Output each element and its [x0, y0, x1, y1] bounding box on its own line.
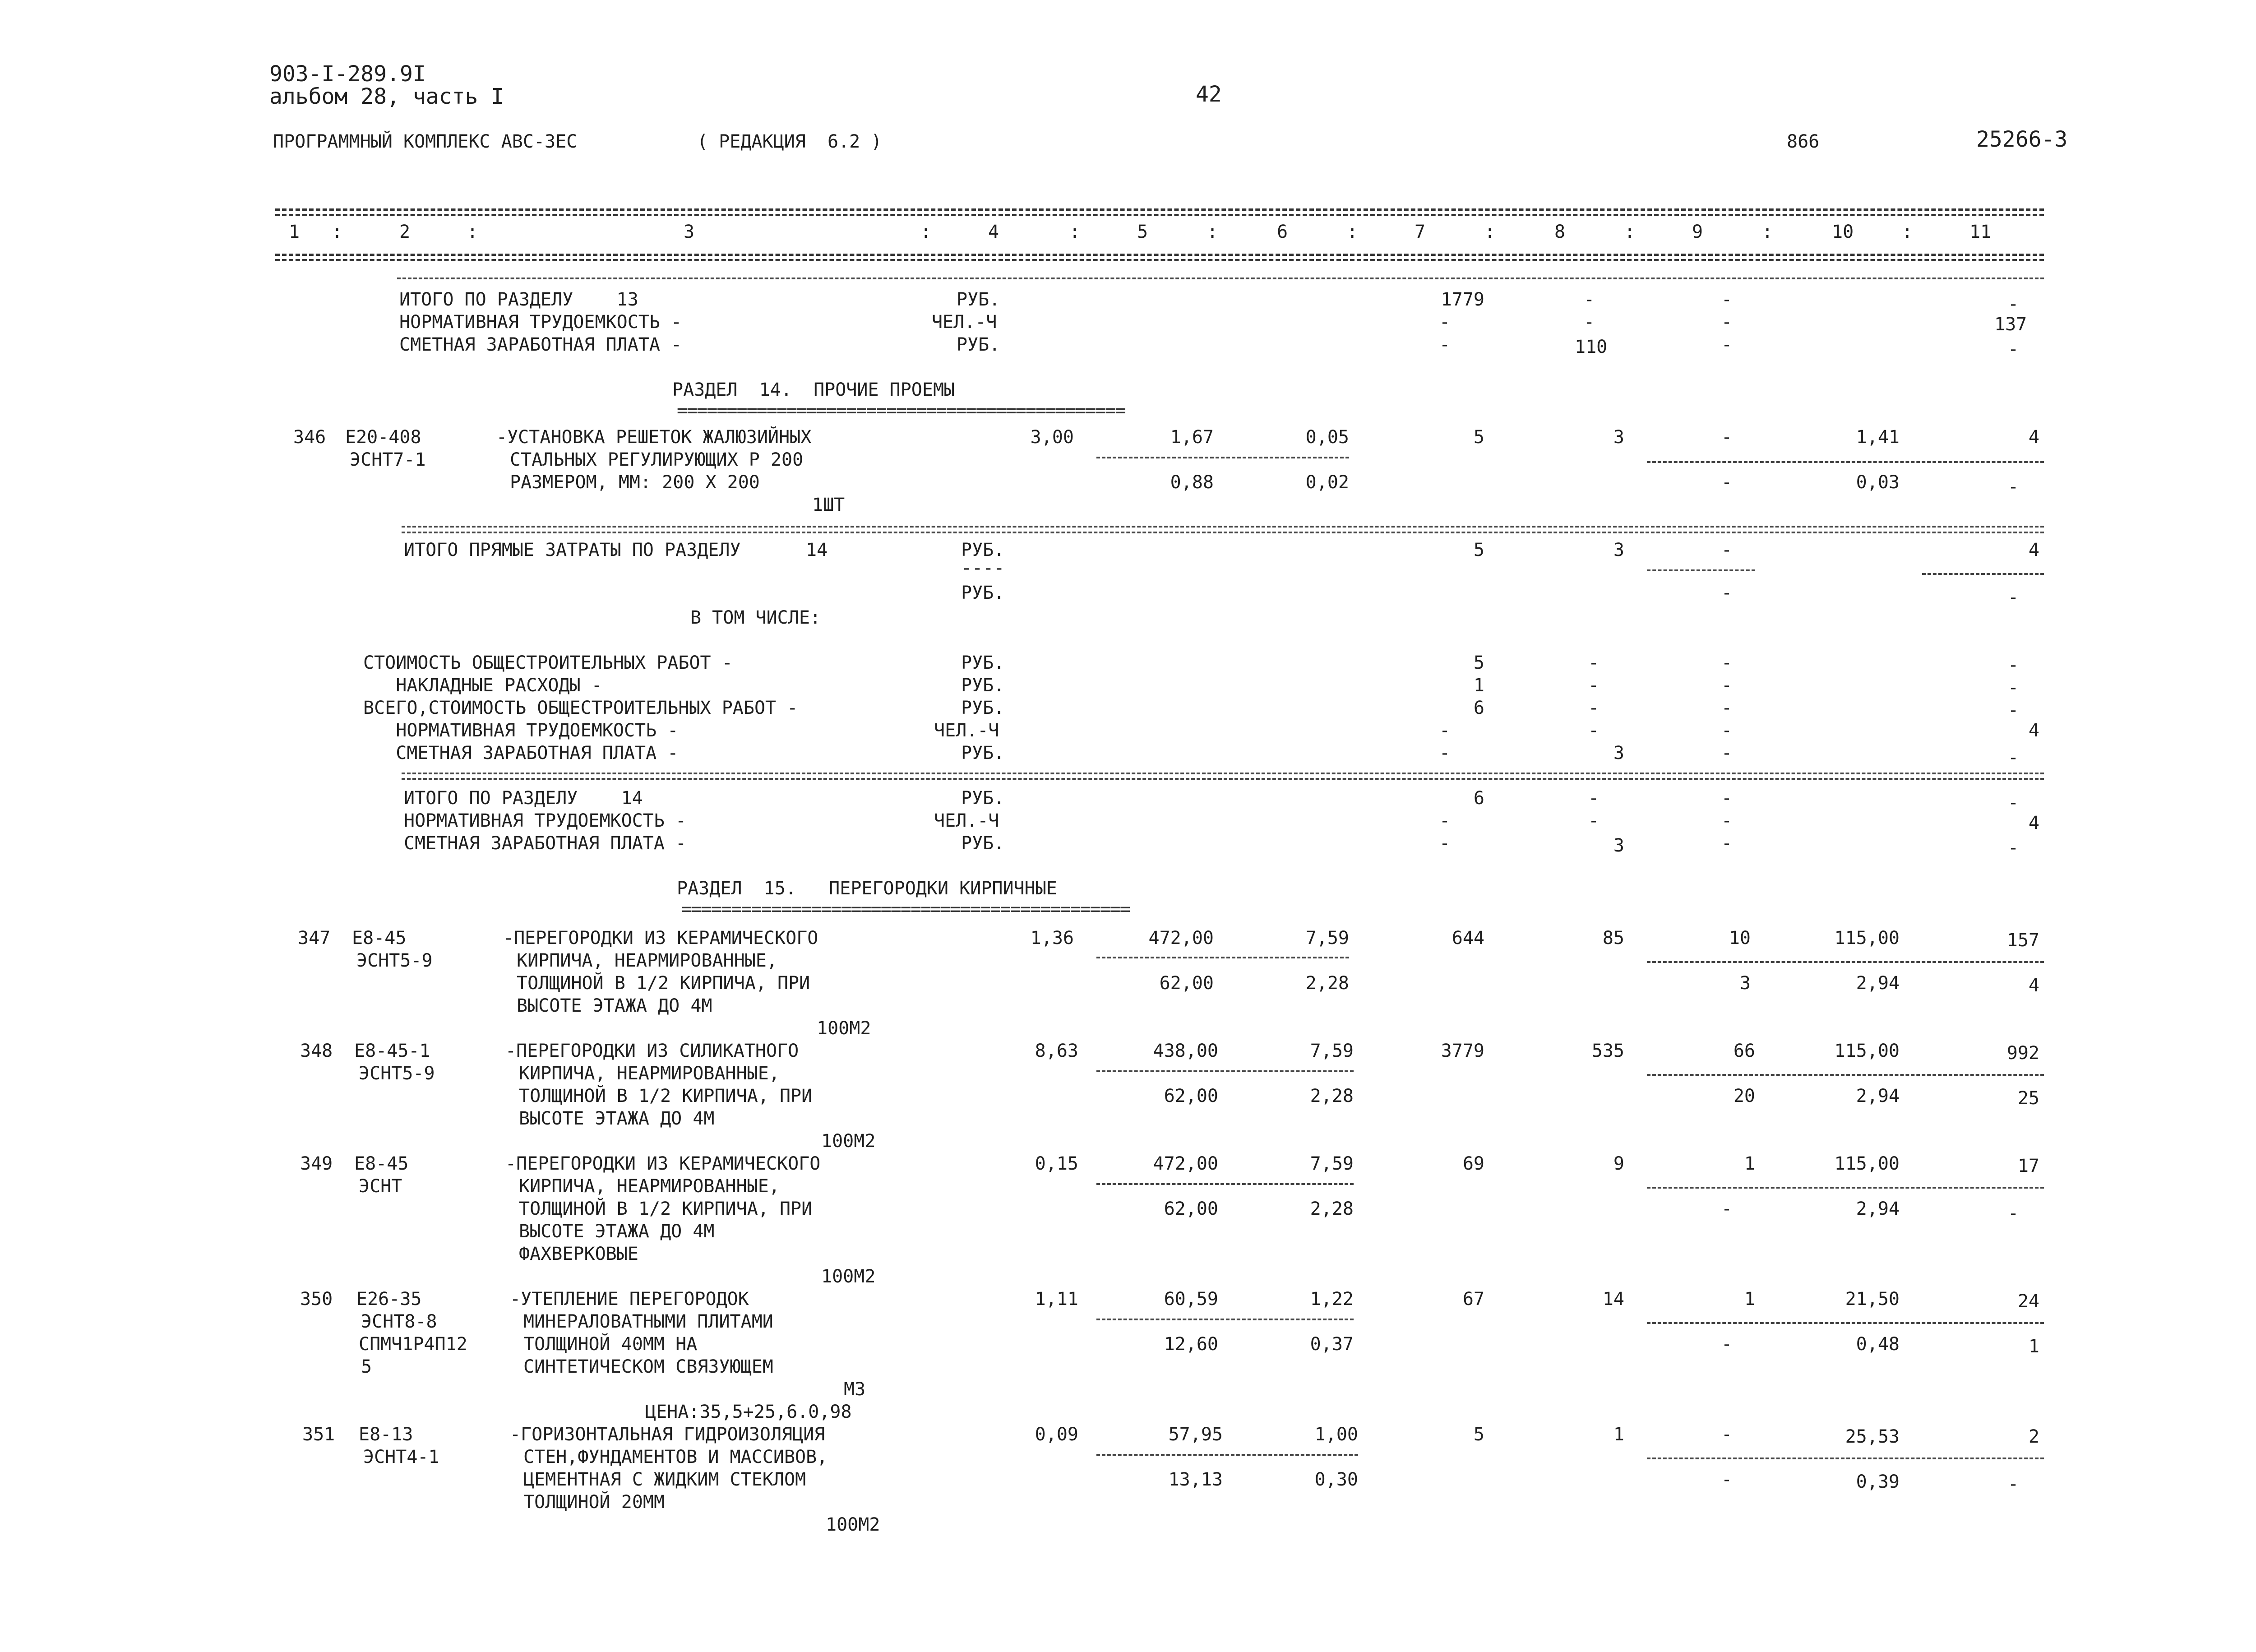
item-c8: 535: [1591, 1041, 1624, 1061]
item-c4: 1,11: [1035, 1289, 1078, 1310]
item-c7: 3779: [1441, 1041, 1484, 1061]
item-desc: ТОЛЩИНОЙ В 1/2 КИРПИЧА, ПРИ: [519, 1086, 813, 1106]
item-c9b: -: [1721, 1469, 1733, 1490]
item-c10b: 2,94: [1856, 1086, 1900, 1106]
item-desc: РАЗМЕРОМ, ММ: 200 Х 200: [510, 472, 760, 493]
item-desc: -УТЕПЛЕНИЕ ПЕРЕГОРОДОК: [510, 1289, 749, 1310]
item-c10b: 2,94: [1856, 973, 1900, 994]
item-desc: ТОЛЩИНОЙ В 1/2 КИРПИЧА, ПРИ: [519, 1199, 813, 1219]
section14-total-rule: [402, 773, 2044, 774]
section14-underline: =============================================: [677, 400, 1125, 421]
item-c9b: 3: [1739, 973, 1751, 994]
col-9: 9: [1692, 222, 1703, 242]
item-c5: 1,67: [1170, 427, 1214, 448]
subtotal-rule: [1647, 1322, 2044, 1324]
item-c4: 1,36: [1030, 928, 1074, 949]
including-label: В ТОМ ЧИСЛЕ:: [690, 607, 821, 628]
item-desc: ТОЛЩИНОЙ В 1/2 КИРПИЧА, ПРИ: [517, 973, 810, 994]
labor-c11: 137: [1994, 314, 2027, 335]
item-subcode: ЭСНТ4-1: [363, 1447, 439, 1467]
item-c9b: -: [1721, 1334, 1733, 1355]
item-c9b: -: [1721, 1199, 1733, 1219]
col-sep: :: [1624, 222, 1636, 242]
subtotal-rule: [1096, 1319, 1354, 1320]
col-sep: :: [467, 222, 478, 242]
direct-rule: [1647, 569, 1755, 571]
breakdown-label: СМЕТНАЯ ЗАРАБОТНАЯ ПЛАТА -: [363, 743, 679, 764]
item-subcode: ЭСНТ5-9: [356, 950, 433, 971]
col-6: 6: [1277, 222, 1288, 242]
item-c9: -: [1721, 1424, 1733, 1445]
item-c11: 17: [2017, 1156, 2039, 1176]
total-c11: -: [2008, 838, 2019, 858]
item-c10b: 0,48: [1856, 1334, 1900, 1355]
item-c4: 0,09: [1035, 1424, 1078, 1445]
direct-c9: -: [1721, 540, 1733, 560]
item-number: 347: [298, 928, 331, 949]
breakdown-c11: 4: [2028, 720, 2039, 741]
total-c7: 1779: [1441, 289, 1484, 310]
item-number: 348: [300, 1041, 333, 1061]
item-subcode: ЭСНТ7-1: [350, 449, 426, 470]
total-unit: РУБ.: [961, 833, 1005, 854]
breakdown-label: НАКЛАДНЫЕ РАСХОДЫ -: [363, 675, 602, 696]
item-desc: ЦЕМЕНТНАЯ С ЖИДКИМ СТЕКЛОМ: [523, 1469, 806, 1490]
item-c10: 115,00: [1834, 1153, 1900, 1174]
breakdown-c8: -: [1588, 720, 1600, 741]
item-c6b: 2,28: [1310, 1086, 1354, 1106]
item-c8: 3: [1613, 427, 1624, 448]
subtotal-rule: [1096, 1183, 1354, 1185]
breakdown-c9: -: [1721, 698, 1733, 718]
col-sep: :: [1207, 222, 1218, 242]
item-price: ЦЕНА:35,5+25,6.0,98: [645, 1402, 852, 1422]
item-c6b: 2,28: [1310, 1199, 1354, 1219]
col-sep: :: [1762, 222, 1773, 242]
item-c5b: 62,00: [1164, 1086, 1218, 1106]
breakdown-c9: -: [1721, 675, 1733, 696]
total-c9: -: [1721, 289, 1733, 310]
item-desc: -ПЕРЕГОРОДКИ ИЗ КЕРАМИЧЕСКОГО: [503, 928, 818, 949]
labor-c8: -: [1584, 312, 1595, 333]
direct-label: ИТОГО ПРЯМЫЕ ЗАТРАТЫ ПО РАЗДЕЛУ 14: [404, 540, 828, 560]
breakdown-c7: -: [1439, 743, 1451, 764]
item-desc: КИРПИЧА, НЕАРМИРОВАННЫЕ,: [519, 1063, 780, 1084]
item-c8: 9: [1613, 1153, 1624, 1174]
item-desc: ФАХВЕРКОВЫЕ: [519, 1244, 638, 1264]
total-c11: 4: [2028, 813, 2039, 833]
item-c11b: 25: [2017, 1088, 2039, 1109]
item-desc: КИРПИЧА, НЕАРМИРОВАННЫЕ,: [517, 950, 777, 971]
item-c10b: 0,39: [1856, 1472, 1900, 1492]
album-label: альбом 28, часть I: [269, 84, 504, 109]
item-desc: КИРПИЧА, НЕАРМИРОВАННЫЕ,: [519, 1176, 780, 1197]
item-c4: 0,15: [1035, 1153, 1078, 1174]
total-c9: -: [1721, 788, 1733, 809]
item-c4: 3,00: [1030, 427, 1074, 448]
document-code: 903-I-289.9I: [269, 61, 426, 87]
col-sep: :: [332, 222, 343, 242]
item-c11: 992: [2006, 1043, 2039, 1064]
item-c11: 157: [2006, 930, 2039, 951]
section13-top-rule: [397, 278, 2044, 279]
subtotal-rule: [1096, 457, 1349, 458]
item-code: Е8-45: [354, 1153, 409, 1174]
item-desc: -ПЕРЕГОРОДКИ ИЗ КЕРАМИЧЕСКОГО: [505, 1153, 821, 1174]
item-c6b: 2,28: [1305, 973, 1349, 994]
breakdown-c11: -: [2008, 655, 2019, 676]
item-c6b: 0,02: [1305, 472, 1349, 493]
item-desc: СТАЛЬНЫХ РЕГУЛИРУЮЩИХ Р 200: [510, 449, 804, 470]
total-c7: 6: [1473, 788, 1484, 809]
labor-label: НОРМАТИВНАЯ ТРУДОЕМКОСТЬ -: [399, 312, 682, 333]
item-c5b: 12,60: [1164, 1334, 1218, 1355]
edition-label: ( РЕДАКЦИЯ 6.2 ): [697, 131, 882, 152]
item-unit: М3: [844, 1379, 866, 1400]
subtotal-rule: [1647, 1074, 2044, 1076]
breakdown-unit: РУБ.: [961, 675, 1005, 696]
item-desc: ВЫСОТЕ ЭТАЖА ДО 4М: [519, 1221, 715, 1242]
col-11: 11: [1969, 222, 1992, 242]
table-top-rule-2: [275, 214, 2044, 216]
breakdown-unit: РУБ.: [961, 652, 1005, 673]
col-10: 10: [1832, 222, 1854, 242]
subtotal-rule: [1647, 461, 2044, 463]
item-c9: 1: [1744, 1153, 1755, 1174]
item-c11: 2: [2028, 1426, 2039, 1447]
item-unit: 1ШТ: [812, 495, 845, 515]
direct-c9b: -: [1721, 583, 1733, 603]
breakdown-c8: 3: [1613, 743, 1624, 764]
wage-c8: 110: [1575, 337, 1608, 357]
breakdown-c11: -: [2008, 700, 2019, 721]
item-c11b: 1: [2028, 1336, 2039, 1357]
breakdown-c7: -: [1439, 720, 1451, 741]
item-c9b: -: [1721, 472, 1733, 493]
direct-c11: 4: [2028, 540, 2039, 560]
item-c5b: 62,00: [1159, 973, 1214, 994]
labor-c7: -: [1439, 312, 1451, 333]
item-c6: 7,59: [1305, 928, 1349, 949]
col-4: 4: [988, 222, 999, 242]
direct-c8: 3: [1613, 540, 1624, 560]
item-unit: 100М2: [821, 1131, 876, 1152]
breakdown-c7: 5: [1473, 652, 1484, 673]
breakdown-label: НОРМАТИВНАЯ ТРУДОЕМКОСТЬ -: [363, 720, 679, 741]
item-c5: 472,00: [1153, 1153, 1218, 1174]
wage-c11: -: [2008, 339, 2019, 360]
total-c8: -: [1584, 289, 1595, 310]
item-number: 351: [302, 1424, 335, 1445]
item-desc: ВЫСОТЕ ЭТАЖА ДО 4М: [519, 1108, 715, 1129]
col-1: 1: [289, 222, 300, 242]
item-c6: 1,00: [1314, 1424, 1358, 1445]
item-c7: 67: [1462, 1289, 1484, 1310]
item-c11b: -: [2008, 477, 2019, 497]
total-label: НОРМАТИВНАЯ ТРУДОЕМКОСТЬ -: [404, 810, 687, 831]
item-c6: 1,22: [1310, 1289, 1354, 1310]
col-sep: :: [1902, 222, 1913, 242]
breakdown-label: ВСЕГО,СТОИМОСТЬ ОБЩЕСТРОИТЕЛЬНЫХ РАБОТ -: [363, 698, 798, 718]
item-c9b: 20: [1733, 1086, 1755, 1106]
item-c5b: 13,13: [1168, 1469, 1223, 1490]
table-top-rule: [275, 208, 2044, 211]
document-number: 25266-3: [1976, 127, 2068, 152]
item-c10: 1,41: [1856, 427, 1900, 448]
direct-unit: РУБ.: [961, 540, 1005, 560]
breakdown-c9: -: [1721, 743, 1733, 764]
breakdown-c11: -: [2008, 747, 2019, 768]
item-desc: ТОЛЩИНОЙ 40ММ НА: [523, 1334, 698, 1355]
direct-top-rule-2: [402, 532, 2044, 533]
total-c8: 3: [1613, 835, 1624, 856]
breakdown-c8: -: [1588, 652, 1600, 673]
breakdown-c8: -: [1588, 675, 1600, 696]
wage-label: СМЕТНАЯ ЗАРАБОТНАЯ ПЛАТА -: [399, 334, 682, 355]
breakdown-c9: -: [1721, 652, 1733, 673]
total-c11: -: [2008, 294, 2019, 315]
item-c11b: -: [2008, 1203, 2019, 1224]
item-c10: 115,00: [1834, 1041, 1900, 1061]
col-7: 7: [1415, 222, 1426, 242]
item-c5: 438,00: [1153, 1041, 1218, 1061]
item-desc: МИНЕРАЛОВАТНЫМИ ПЛИТАМИ: [523, 1311, 773, 1332]
item-number: 349: [300, 1153, 333, 1174]
breakdown-c8: -: [1588, 698, 1600, 718]
item-c5: 60,59: [1164, 1289, 1218, 1310]
item-c5: 472,00: [1148, 928, 1214, 949]
item-desc: -УСТАНОВКА РЕШЕТОК ЖАЛЮЗИЙНЫХ: [496, 427, 812, 448]
total-c11: -: [2008, 792, 2019, 813]
section14-title: РАЗДЕЛ 14. ПРОЧИЕ ПРОЕМЫ: [672, 379, 955, 400]
item-c9: 1: [1744, 1289, 1755, 1310]
item-number: 346: [293, 427, 326, 448]
direct-c7: 5: [1473, 540, 1484, 560]
item-c8: 1: [1613, 1424, 1624, 1445]
labor-unit: ЧЕЛ.-Ч: [932, 312, 997, 333]
item-c5: 57,95: [1168, 1424, 1223, 1445]
item-c11b: 4: [2028, 975, 2039, 996]
item-unit: 100М2: [826, 1514, 880, 1535]
item-unit: 100М2: [821, 1266, 876, 1287]
item-c9: 10: [1729, 928, 1751, 949]
wage-c9: -: [1721, 334, 1733, 355]
section15-title: РАЗДЕЛ 15. ПЕРЕГОРОДКИ КИРПИЧНЫЕ: [677, 878, 1057, 899]
sheet-number: 866: [1787, 131, 1820, 152]
total-unit: ЧЕЛ.-Ч: [934, 810, 999, 831]
section15-underline: =============================================: [681, 899, 1130, 920]
direct-rule: [1922, 573, 2044, 575]
total-c9: -: [1721, 833, 1733, 854]
item-desc: -ГОРИЗОНТАЛЬНАЯ ГИДРОИЗОЛЯЦИЯ: [510, 1424, 825, 1445]
item-c10: 115,00: [1834, 928, 1900, 949]
labor-c9: -: [1721, 312, 1733, 333]
item-subcode: ЭСНТ: [359, 1176, 402, 1197]
subtotal-rule: [1096, 1454, 1358, 1456]
item-subcode-3: 5: [361, 1356, 372, 1377]
item-c11b: -: [2008, 1474, 2019, 1495]
item-desc: ТОЛЩИНОЙ 20ММ: [523, 1492, 665, 1513]
section14-total-rule-2: [402, 778, 2044, 780]
item-c8: 85: [1602, 928, 1624, 949]
item-c10b: 2,94: [1856, 1199, 1900, 1219]
item-c7: 5: [1473, 427, 1484, 448]
item-c10: 25,53: [1845, 1426, 1900, 1447]
subtotal-rule: [1096, 1070, 1354, 1072]
direct-c11b: -: [2008, 587, 2019, 608]
item-c10: 21,50: [1845, 1289, 1900, 1310]
direct-dash: ----: [961, 558, 1005, 578]
col-5: 5: [1137, 222, 1148, 242]
item-c7: 69: [1462, 1153, 1484, 1174]
item-code: Е8-45-1: [354, 1041, 430, 1061]
item-desc: ВЫСОТЕ ЭТАЖА ДО 4М: [517, 995, 712, 1016]
col-sep: :: [1484, 222, 1496, 242]
item-code: Е8-13: [359, 1424, 413, 1445]
total-c8: -: [1588, 810, 1600, 831]
page-number: 42: [1196, 82, 1222, 107]
breakdown-c7: 6: [1473, 698, 1484, 718]
col-sep: :: [1069, 222, 1081, 242]
breakdown-unit: РУБ.: [961, 743, 1005, 764]
program-title: ПРОГРАММНЫЙ КОМПЛЕКС АВС-ЗЕС: [273, 131, 578, 152]
item-c6: 0,05: [1305, 427, 1349, 448]
item-code: Е20-408: [345, 427, 421, 448]
col-sep: :: [1347, 222, 1358, 242]
item-c6: 7,59: [1310, 1153, 1354, 1174]
item-c6b: 0,37: [1310, 1334, 1354, 1355]
total-label: СМЕТНАЯ ЗАРАБОТНАЯ ПЛАТА -: [404, 833, 687, 854]
item-c6b: 0,30: [1314, 1469, 1358, 1490]
item-subcode-2: СПМЧ1Р4П12: [359, 1334, 467, 1355]
header-bottom-rule: [275, 254, 2044, 256]
total-c9: -: [1721, 810, 1733, 831]
subtotal-rule: [1647, 1187, 2044, 1189]
total-label: ИТОГО ПО РАЗДЕЛУ 14: [404, 788, 643, 809]
wage-unit: РУБ.: [957, 334, 1000, 355]
wage-c7: -: [1439, 334, 1451, 355]
item-c7: 5: [1473, 1424, 1484, 1445]
total-unit: РУБ.: [961, 788, 1005, 809]
item-code: Е8-45: [352, 928, 407, 949]
item-c5b: 0,88: [1170, 472, 1214, 493]
breakdown-c7: 1: [1473, 675, 1484, 696]
item-subcode: ЭСНТ8-8: [361, 1311, 437, 1332]
item-c7: 644: [1452, 928, 1484, 949]
total-c7: -: [1439, 833, 1451, 854]
subtotal-rule: [1647, 961, 2044, 963]
item-desc: СИНТЕТИЧЕСКОМ СВЯЗУЮЩЕМ: [523, 1356, 773, 1377]
header-bottom-rule-2: [275, 259, 2044, 261]
breakdown-label: СТОИМОСТЬ ОБЩЕСТРОИТЕЛЬНЫХ РАБОТ -: [363, 652, 733, 673]
total-unit: РУБ.: [957, 289, 1000, 310]
total-label: ИТОГО ПО РАЗДЕЛУ 13: [399, 289, 638, 310]
item-subcode: ЭСНТ5-9: [359, 1063, 435, 1084]
column-header-row: [0, 221, 2256, 244]
item-c9: 66: [1733, 1041, 1755, 1061]
subtotal-rule: [1096, 957, 1349, 958]
item-c11: 4: [2028, 427, 2039, 448]
item-c11: 24: [2017, 1291, 2039, 1312]
item-desc: -ПЕРЕГОРОДКИ ИЗ СИЛИКАТНОГО: [505, 1041, 799, 1061]
item-c4: 8,63: [1035, 1041, 1078, 1061]
item-c8: 14: [1602, 1289, 1624, 1310]
item-c10b: 0,03: [1856, 472, 1900, 493]
breakdown-c9: -: [1721, 720, 1733, 741]
col-2: 2: [399, 222, 411, 242]
col-sep: :: [920, 222, 932, 242]
direct-unit: РУБ.: [961, 583, 1005, 603]
item-code: Е26-35: [356, 1289, 422, 1310]
item-c5b: 62,00: [1164, 1199, 1218, 1219]
subtotal-rule: [1647, 1458, 2044, 1459]
breakdown-c11: -: [2008, 677, 2019, 698]
col-8: 8: [1554, 222, 1566, 242]
total-c8: -: [1588, 788, 1600, 809]
item-unit: 100М2: [817, 1018, 871, 1039]
total-c7: -: [1439, 810, 1451, 831]
breakdown-unit: РУБ.: [961, 698, 1005, 718]
breakdown-unit: ЧЕЛ.-Ч: [934, 720, 999, 741]
item-c9: -: [1721, 427, 1733, 448]
item-number: 350: [300, 1289, 333, 1310]
item-c6: 7,59: [1310, 1041, 1354, 1061]
col-3: 3: [684, 222, 695, 242]
direct-top-rule: [402, 526, 2044, 528]
item-desc: СТЕН,ФУНДАМЕНТОВ И МАССИВОВ,: [523, 1447, 828, 1467]
